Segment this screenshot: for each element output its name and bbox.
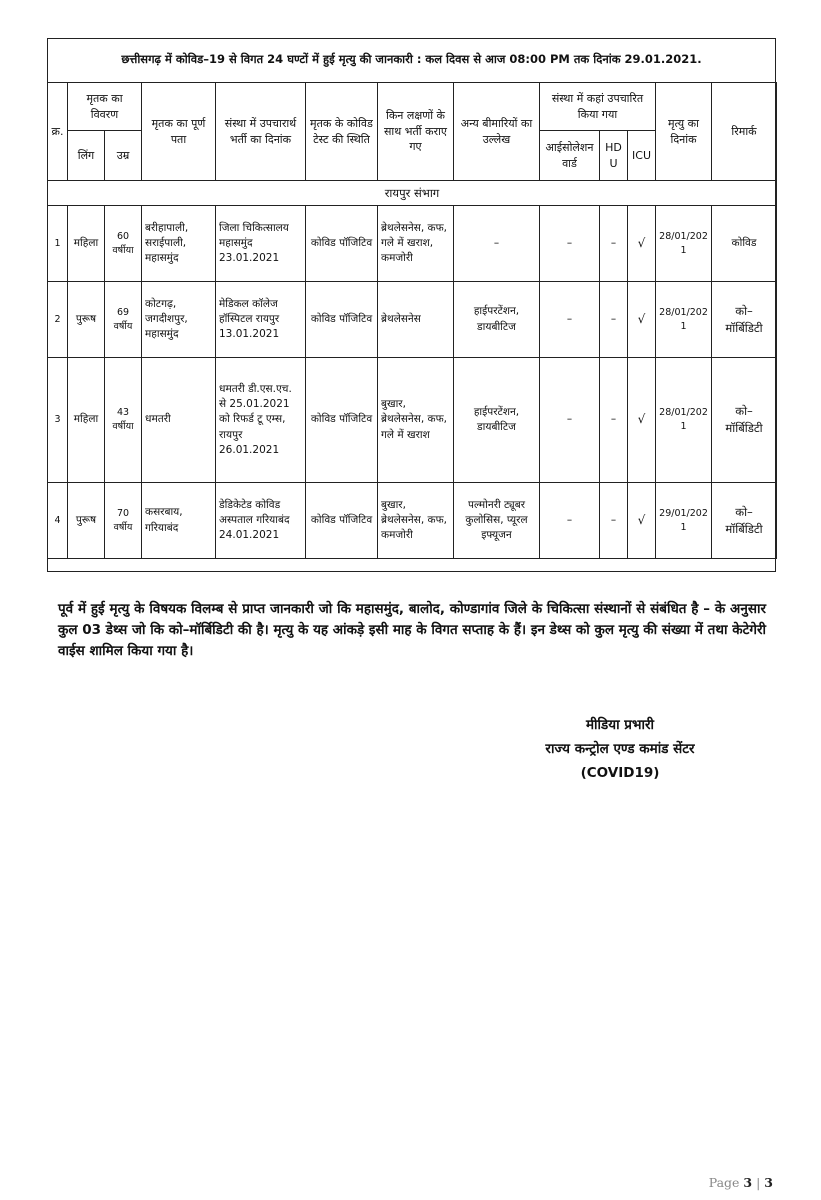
table-row bbox=[48, 358, 777, 483]
cell-admission: मेडिकल कॉलेज हॉस्पिटल रायपुर 13.01.2021 bbox=[216, 282, 306, 358]
cell-covid-status: कोविड पॉजिटिव bbox=[306, 282, 378, 358]
signature-designation: मीडिया प्रभारी bbox=[585, 717, 654, 733]
cell-remark: कोविड bbox=[712, 206, 777, 282]
table-row bbox=[48, 206, 777, 282]
cell-death-date: 28/01/2021 bbox=[656, 206, 712, 282]
cell-remark: को– मॉर्बिडिटी bbox=[712, 483, 777, 559]
cell-sno: 1 bbox=[48, 206, 68, 282]
header-death-date: मृत्यु का दिनांक bbox=[656, 83, 712, 181]
header-hdu: HDU bbox=[600, 131, 628, 181]
cell-covid-status: कोविड पॉजिटिव bbox=[306, 483, 378, 559]
cell-death-date: 29/01/2021 bbox=[656, 483, 712, 559]
header-comorbidities: अन्य बीमारियों का उल्लेख bbox=[454, 83, 540, 181]
cell-address: धमतरी bbox=[142, 358, 216, 483]
cell-gender: महिला bbox=[68, 206, 105, 282]
table-row bbox=[48, 282, 777, 358]
signature-block bbox=[490, 713, 750, 785]
header-isolation-ward: आईसोलेशन वार्ड bbox=[540, 131, 600, 181]
cell-gender: पुरूष bbox=[68, 483, 105, 559]
cell-covid-status: कोविड पॉजिटिव bbox=[306, 358, 378, 483]
cell-comorbidities: – bbox=[454, 206, 540, 282]
page-number: 3 bbox=[743, 1175, 753, 1190]
cell-comorbidities: हाईपरटेंशन, डायबीटिज bbox=[454, 282, 540, 358]
cell-icu: √ bbox=[628, 483, 656, 559]
cell-hdu: – bbox=[600, 282, 628, 358]
cell-hdu: – bbox=[600, 206, 628, 282]
cell-icu: √ bbox=[628, 282, 656, 358]
cell-age: 69 वर्षीय bbox=[105, 282, 142, 358]
header-admission-date: संस्था में उपचारार्थ भर्ती का दिनांक bbox=[216, 83, 306, 181]
cell-death-date: 28/01/2021 bbox=[656, 358, 712, 483]
header-icu: ICU bbox=[628, 131, 656, 181]
document-title: छत्तीसगढ़ में कोविड–19 से विगत 24 घण्टों में हुई मृत्यु की जानकारी : कल दिवस से आज 08:00 PM तक दिनांक 29.01.2021. bbox=[121, 52, 702, 66]
cell-gender: पुरूष bbox=[68, 282, 105, 358]
cell-remark: को– मॉर्बिडिटी bbox=[712, 358, 777, 483]
cell-isolation: – bbox=[540, 358, 600, 483]
header-deceased-details: मृतक का विवरण bbox=[68, 83, 142, 131]
page-total: 3 bbox=[764, 1175, 773, 1190]
signature-office: राज्य कन्ट्रोल एण्ड कमांड सेंटर bbox=[545, 741, 695, 757]
cell-sno: 4 bbox=[48, 483, 68, 559]
cell-symptoms: बुखार, ब्रेथलेसनेस, कफ, कमजोरी bbox=[378, 483, 454, 559]
cell-age: 43 वर्षीया bbox=[105, 358, 142, 483]
cell-admission: धमतरी डी.एस.एच. से 25.01.2021 को रिफर्ड टू एम्स, रायपुर 26.01.2021 bbox=[216, 358, 306, 483]
cell-age: 60 वर्षीया bbox=[105, 206, 142, 282]
cell-comorbidities: हाईपरटेंशन, डायबीटिज bbox=[454, 358, 540, 483]
header-symptoms: किन लक्षणों के साथ भर्ती कराए गए bbox=[378, 83, 454, 181]
cell-isolation: – bbox=[540, 282, 600, 358]
header-remark: रिमार्क bbox=[712, 83, 777, 181]
region-heading: रायपुर संभाग bbox=[48, 181, 777, 206]
cell-hdu: – bbox=[600, 358, 628, 483]
header-gender: लिंग bbox=[68, 131, 105, 181]
cell-symptoms: बुखार, ब्रेथलेसनेस, कफ, गले में खराश bbox=[378, 358, 454, 483]
cell-admission: डेडिकेटेड कोविड अस्पताल गरियाबंद 24.01.2021 bbox=[216, 483, 306, 559]
cell-address: कसरबाय, गरियाबंद bbox=[142, 483, 216, 559]
page-label: Page bbox=[708, 1175, 740, 1190]
cell-symptoms: ब्रेथलेसनेस, कफ, गले में खराश, कमजोरी bbox=[378, 206, 454, 282]
table-row bbox=[48, 483, 777, 559]
cell-address: बरीहापाली, सराईपाली, महासमुंद bbox=[142, 206, 216, 282]
cell-icu: √ bbox=[628, 206, 656, 282]
header-address: मृतक का पूर्ण पता bbox=[142, 83, 216, 181]
signature-covid-label: (COVID19) bbox=[580, 765, 660, 781]
cell-gender: महिला bbox=[68, 358, 105, 483]
cell-age: 70 वर्षीय bbox=[105, 483, 142, 559]
header-covid-status: मृतक के कोविड टेस्ट की स्थिति bbox=[306, 83, 378, 181]
header-treatment-location: संस्था में कहां उपचारित किया गया bbox=[540, 83, 656, 131]
cell-isolation: – bbox=[540, 483, 600, 559]
cell-hdu: – bbox=[600, 483, 628, 559]
cell-address: कोटगढ़, जगदीशपुर, महासमुंद bbox=[142, 282, 216, 358]
cell-admission: जिला चिकित्सालय महासमुंद 23.01.2021 bbox=[216, 206, 306, 282]
cell-isolation: – bbox=[540, 206, 600, 282]
deaths-table bbox=[47, 82, 777, 559]
header-sno: क्र. bbox=[48, 83, 68, 181]
cell-sno: 2 bbox=[48, 282, 68, 358]
cell-icu: √ bbox=[628, 358, 656, 483]
note-paragraph: पूर्व में हुई मृत्यु के विषयक विलम्ब से प्राप्त जानकारी जो कि महासमुंद, बालोद, कोण्डागांव जिले के चिकित्सा संस्थानों से संबंधित है – के अनुसार कुल 03 डेथ्स जो कि को–मॉर्बिडिटी की है। मृत्यु के यह आंकड़े इसी माह के विगत सप्ताह के हैं। इन डेथ्स को कुल मृत्यु की संख्या में तथा केटेगेरी वाईस शामिल किया गया है। bbox=[58, 600, 766, 659]
cell-covid-status: कोविड पॉजिटिव bbox=[306, 206, 378, 282]
cell-symptoms: ब्रेथलेसनेस bbox=[378, 282, 454, 358]
cell-sno: 3 bbox=[48, 358, 68, 483]
cell-comorbidities: पल्मोनरी ट्यूबर कुलोसिस, प्यूरल इफ्यूजन bbox=[454, 483, 540, 559]
header-age: उम्र bbox=[105, 131, 142, 181]
page-footer: Page 3 | 3 bbox=[708, 1175, 773, 1190]
cell-death-date: 28/01/2021 bbox=[656, 282, 712, 358]
cell-remark: को– मॉर्बिडिटी bbox=[712, 282, 777, 358]
